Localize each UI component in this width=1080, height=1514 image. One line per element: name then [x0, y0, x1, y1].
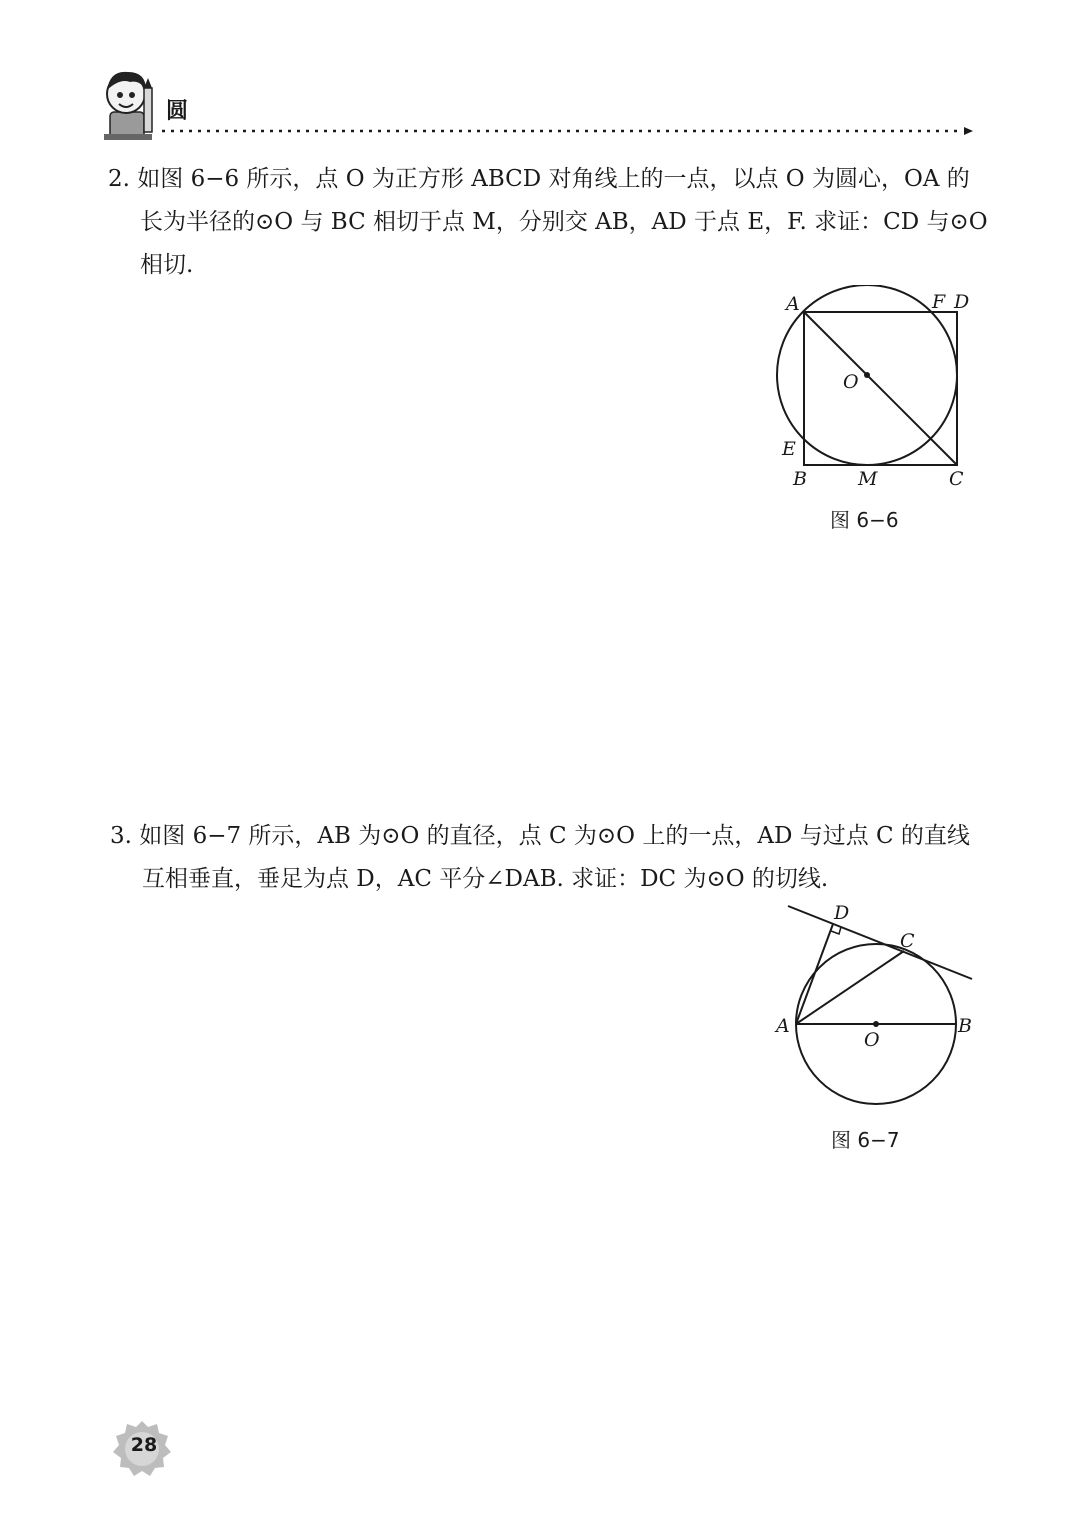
- diagonal-ac: [804, 312, 957, 465]
- problem-3: [110, 815, 980, 901]
- problem-2-line-2: 长为半径的⊙O 与 BC 相切于点 M，分别交 AB，AD 于点 E，F. 求证：CD 与⊙O: [140, 209, 988, 235]
- center-point-o: [864, 372, 870, 378]
- page-header: [100, 68, 980, 148]
- figure-6-6-caption: 图 6−6: [830, 508, 899, 532]
- label-e: E: [782, 438, 796, 460]
- label-m: M: [858, 468, 878, 490]
- boy-mascot-icon: [100, 68, 160, 142]
- figure-6-7: [770, 898, 980, 1108]
- label-f: F: [932, 291, 946, 313]
- center-point-o: [873, 1021, 879, 1027]
- problem-2-line-3: 相切.: [140, 252, 194, 278]
- segment-ad: [796, 924, 833, 1024]
- problem-2: [108, 158, 988, 287]
- header-dotted-rule: [162, 126, 974, 136]
- figure-6-6: [760, 285, 980, 495]
- label-o: O: [864, 1029, 880, 1051]
- label-d: D: [954, 291, 970, 313]
- label-b: B: [958, 1015, 972, 1037]
- page-number: 28: [130, 1434, 158, 1456]
- label-b: B: [793, 468, 807, 490]
- figure-6-7-caption: 图 6−7: [831, 1128, 900, 1152]
- label-a: A: [776, 1015, 790, 1037]
- label-a: A: [786, 293, 800, 315]
- chapter-title: 圆: [166, 99, 189, 124]
- problem-3-line-1: 3. 如图 6−7 所示，AB 为⊙O 的直径，点 C 为⊙O 上的一点，AD 与过点 C 的直线: [110, 823, 970, 849]
- label-d: D: [834, 902, 850, 924]
- problem-2-line-1: 2. 如图 6−6 所示，点 O 为正方形 ABCD 对角线上的一点，以点 O 为圆心，OA 的: [108, 166, 970, 192]
- segment-ac: [796, 951, 904, 1024]
- problem-3-line-2: 互相垂直，垂足为点 D，AC 平分∠DAB. 求证：DC 为⊙O 的切线.: [142, 866, 829, 892]
- label-c: C: [949, 468, 964, 490]
- label-c: C: [900, 930, 915, 952]
- label-o: O: [843, 371, 859, 393]
